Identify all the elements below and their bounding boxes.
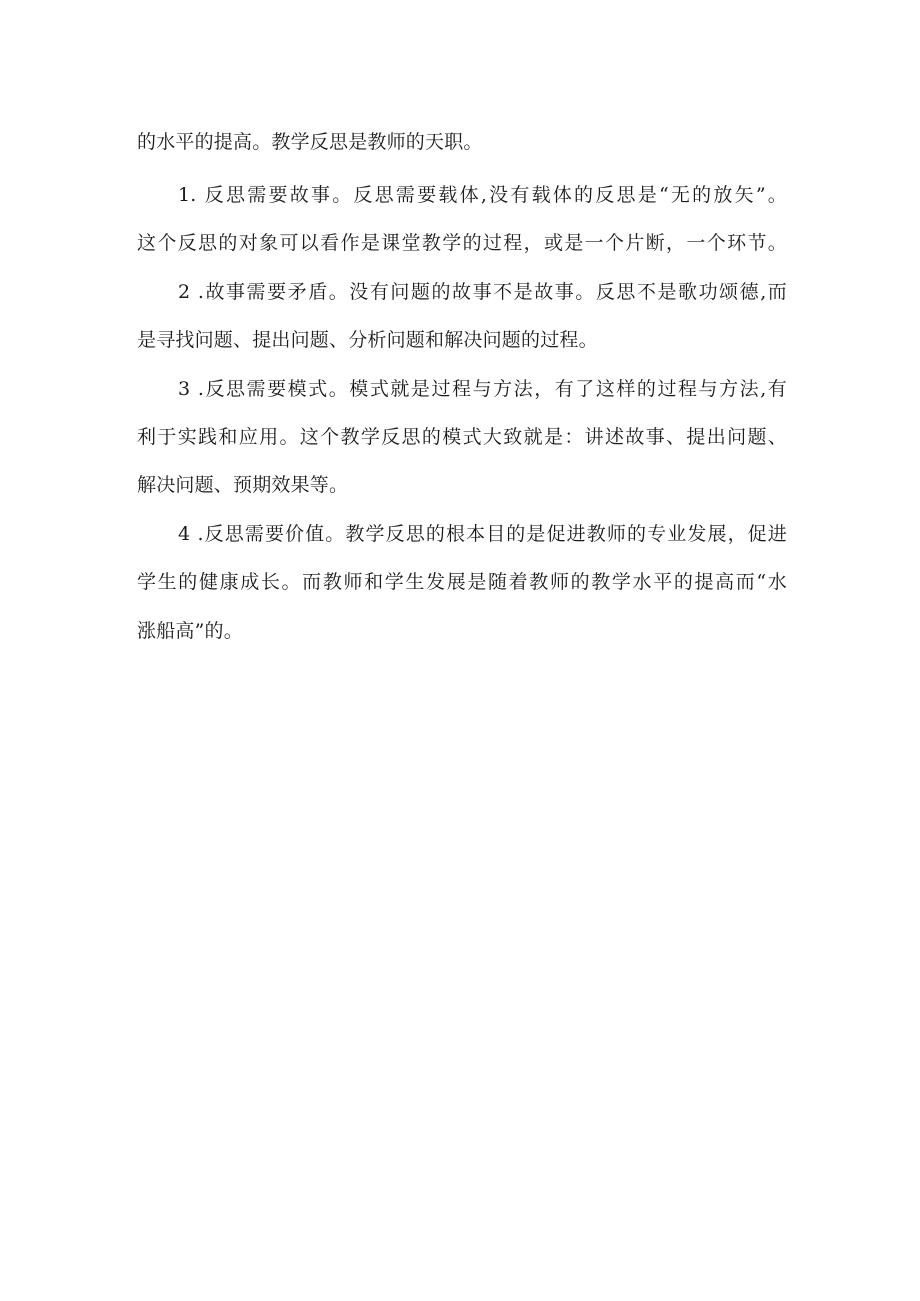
text-line: 2 .故事需要矛盾。没有问题的故事不是故事。反思不是歌功颂德,而 (178, 281, 787, 303)
text-line: 解决问题、预期效果等。 (137, 474, 349, 496)
text-line: 学生的健康成长。而教师和学生发展是随着教师的教学水平的提高而“水 (137, 571, 787, 593)
text-line: 3 .反思需要模式。模式就是过程与方法，有了这样的过程与方法,有 (178, 378, 787, 400)
text-line: 这个反思的对象可以看作是课堂教学的过程，或是一个片断，一个环节。 (137, 232, 787, 254)
text-line: 的水平的提高。教学反思是教师的天职。 (137, 131, 483, 153)
text-line: 1. 反思需要故事。反思需要载体,没有载体的反思是“无的放矢”。 (178, 184, 787, 206)
text-line: 是寻找问题、提出问题、分析问题和解决问题的过程。 (137, 329, 598, 351)
text-line: 利于实践和应用。这个教学反思的模式大致就是：讲述故事、提出问题、 (137, 426, 787, 448)
text-line: 4 .反思需要价值。教学反思的根本目的是促进教师的专业发展，促进 (178, 523, 787, 545)
text-line: 涨船高”的。 (137, 620, 243, 642)
